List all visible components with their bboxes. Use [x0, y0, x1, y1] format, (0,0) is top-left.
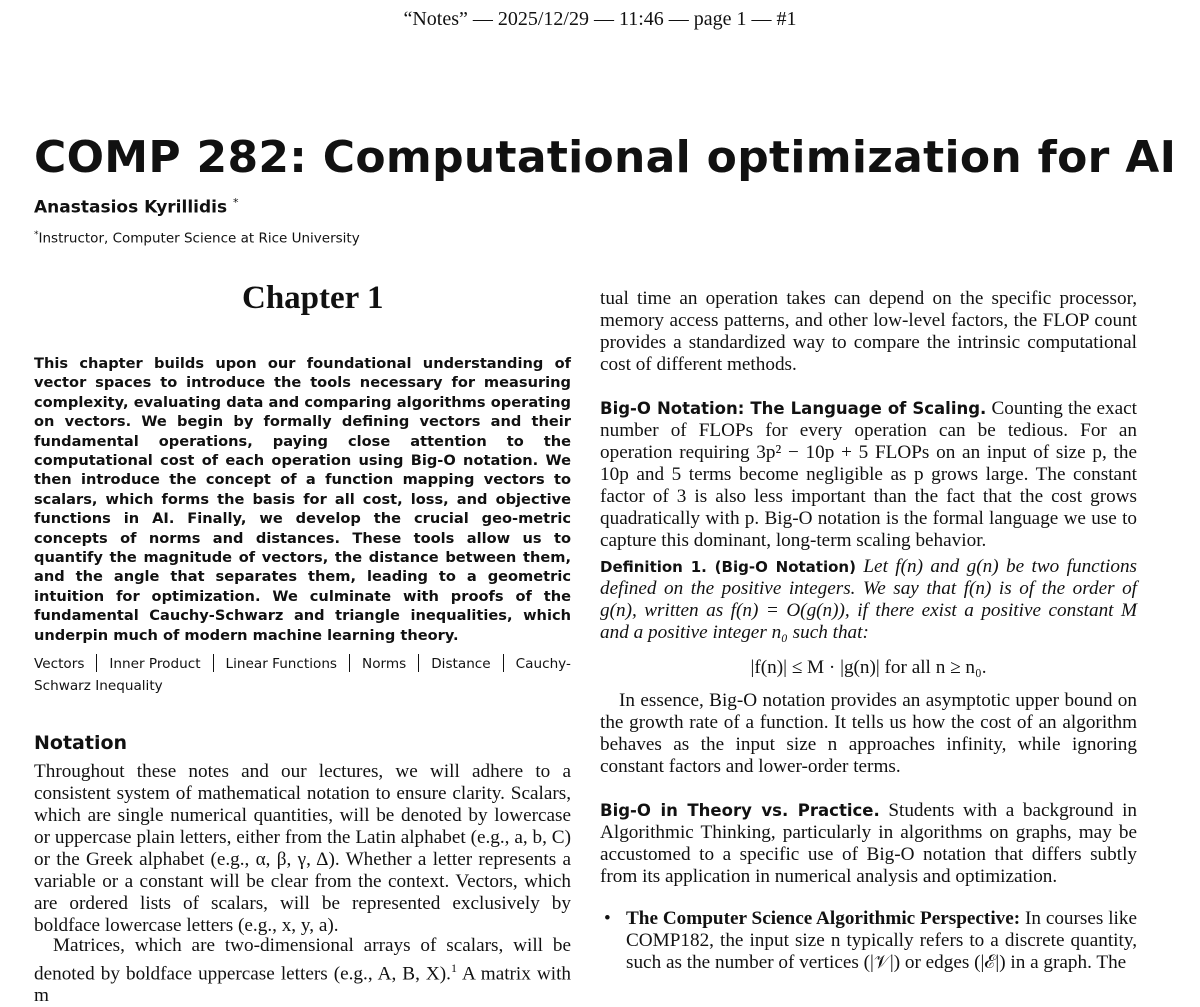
theory-practice-paragraph [600, 800, 1137, 888]
notation-p2-end: A matrix with m [34, 963, 572, 1007]
keyword-separator [503, 654, 504, 672]
keywords [34, 653, 571, 697]
bigo-formula: |f(n)| ≤ M · |g(n)| for all n ≥ n₀. [750, 657, 987, 678]
keyword: Vectors [34, 656, 85, 672]
bigo-text: Counting the exact number of FLOPs for every operation can be tedious. For an operation requiring 3p² − 10p + 5 FLOPs on an input of size p, the 10p and 5 terms become negligible as p grows large. The constant factor of 3 is also less important than the fact that the cost grows quadratically with p. Big-O notation is the formal language we use to capture this dominant, long-term scaling behavior. [600, 398, 1137, 551]
definition-heading: Definition 1. (Big-O Notation) [600, 558, 856, 576]
essence-paragraph: In essence, Big-O notation provides an asymptotic upper bound on the growth rate of a function. It tells us how the cost of an algorithm behaves as the input size n approaches infinity, while ignoring constant factors and lower-order terms. [600, 690, 1137, 777]
definition-text: Let f(n) and g(n) be two functions defined on the positive integers. We say that f(n) is of the order of g(n), written as f(n) = O(g(n)), if there exist a positive constant M and a positive integer n₀ such that: [600, 556, 1138, 643]
keyword-separator [96, 654, 97, 672]
bullet-item [600, 908, 1137, 974]
bullet-text: In courses like COMP182, the input size n typically refers to a discrete quantity, such as the number of vertices (|𝒱|) or edges (|ℰ|) in a graph. The [626, 908, 1137, 973]
right-column [600, 288, 1137, 974]
notation-p2-start: Matrices, which are two-dimensional arrays of scalars, will be denoted by boldface uppercase letters (e.g., A, B, X). [34, 935, 571, 985]
keyword: Distance [431, 656, 491, 672]
author-mark: * [233, 196, 239, 209]
keyword-separator [349, 654, 350, 672]
keyword-separator [418, 654, 419, 672]
affiliation-text: Instructor, Computer Science at Rice University [38, 230, 360, 247]
keyword: Inner Product [109, 656, 201, 672]
bigo-paragraph [600, 398, 1137, 552]
theory-text: Students with a background in Algorithmic Thinking, particularly in algorithms on graphs, may be accustomed to a specific use of Big-O notation that differs subtly from its application in numerical analysis and optimization. [600, 800, 1137, 887]
notation-paragraph-2 [34, 935, 571, 1007]
chapter-heading: Chapter 1 [242, 280, 384, 316]
continuation-paragraph: tual time an operation takes can depend on the specific processor, memory access patterns, and other low-level factors, the FLOP count provides a standardized way to compare the intrinsic computational cost of different methods. [600, 288, 1137, 375]
keyword: Cauchy-Schwarz Inequality [34, 656, 571, 694]
notation-paragraph: Throughout these notes and our lectures, we will adhere to a consistent system of mathematical notation to ensure clarity. Scalars, which are single numerical quantities, will be denoted by lowercase or uppercase plain letters, either from the Latin alphabet (e.g., a, b, C) or the Greek alphabet (e.g., α, β, γ, Δ). Whether a letter represents a variable or a constant will be clear from the context. Vectors, which are ordered lists of scalars, will be represented exclusively by boldface lowercase letters (e.g., x, y, a). [34, 761, 571, 936]
theory-heading: Big-O in Theory vs. Practice. [600, 801, 880, 820]
notation-heading: Notation [34, 732, 128, 754]
definition-block [600, 556, 1137, 644]
paper-title: COMP 282: Computational optimization for AI [34, 132, 1177, 183]
bullet-heading: The Computer Science Algorithmic Perspective: [626, 908, 1021, 929]
footnote-marker[interactable]: 1 [450, 961, 457, 975]
author-name: Anastasios Kyrillidis [34, 197, 228, 218]
abstract: This chapter builds upon our foundational understanding of vector spaces to introduce the tools necessary for measuring complexity, evaluating data and comparing algorithms operating on vectors. We begin by formally defining vectors and their fundamental operations, paying close attention to the computational cost of each operation using Big-O notation. We then introduce the concept of a function mapping vectors to scalars, which forms the basis for all cost, loss, and objective functions in AI. Finally, we develop the crucial geo-metric concepts of norms and distances. These tools allow us to quantify the magnitude of vectors, the distance between them, and the angle that separates them, leading to a geometric intuition for optimization. We culminate with proofs of the fundamental Cauchy-Schwarz and triangle inequalities, which underpin much of modern machine learning theory. [34, 355, 571, 644]
bigo-heading: Big-O Notation: The Language of Scaling. [600, 399, 987, 418]
keyword: Norms [362, 656, 407, 672]
author-line [34, 196, 239, 218]
affiliation-mark: * [34, 230, 39, 240]
running-header: “Notes” — 2025/12/29 — 11:46 — page 1 — #1 [403, 8, 797, 30]
affiliation [34, 230, 360, 247]
keyword: Linear Functions [225, 656, 338, 672]
keyword-separator [213, 654, 214, 672]
bullet-icon: • [604, 908, 611, 929]
